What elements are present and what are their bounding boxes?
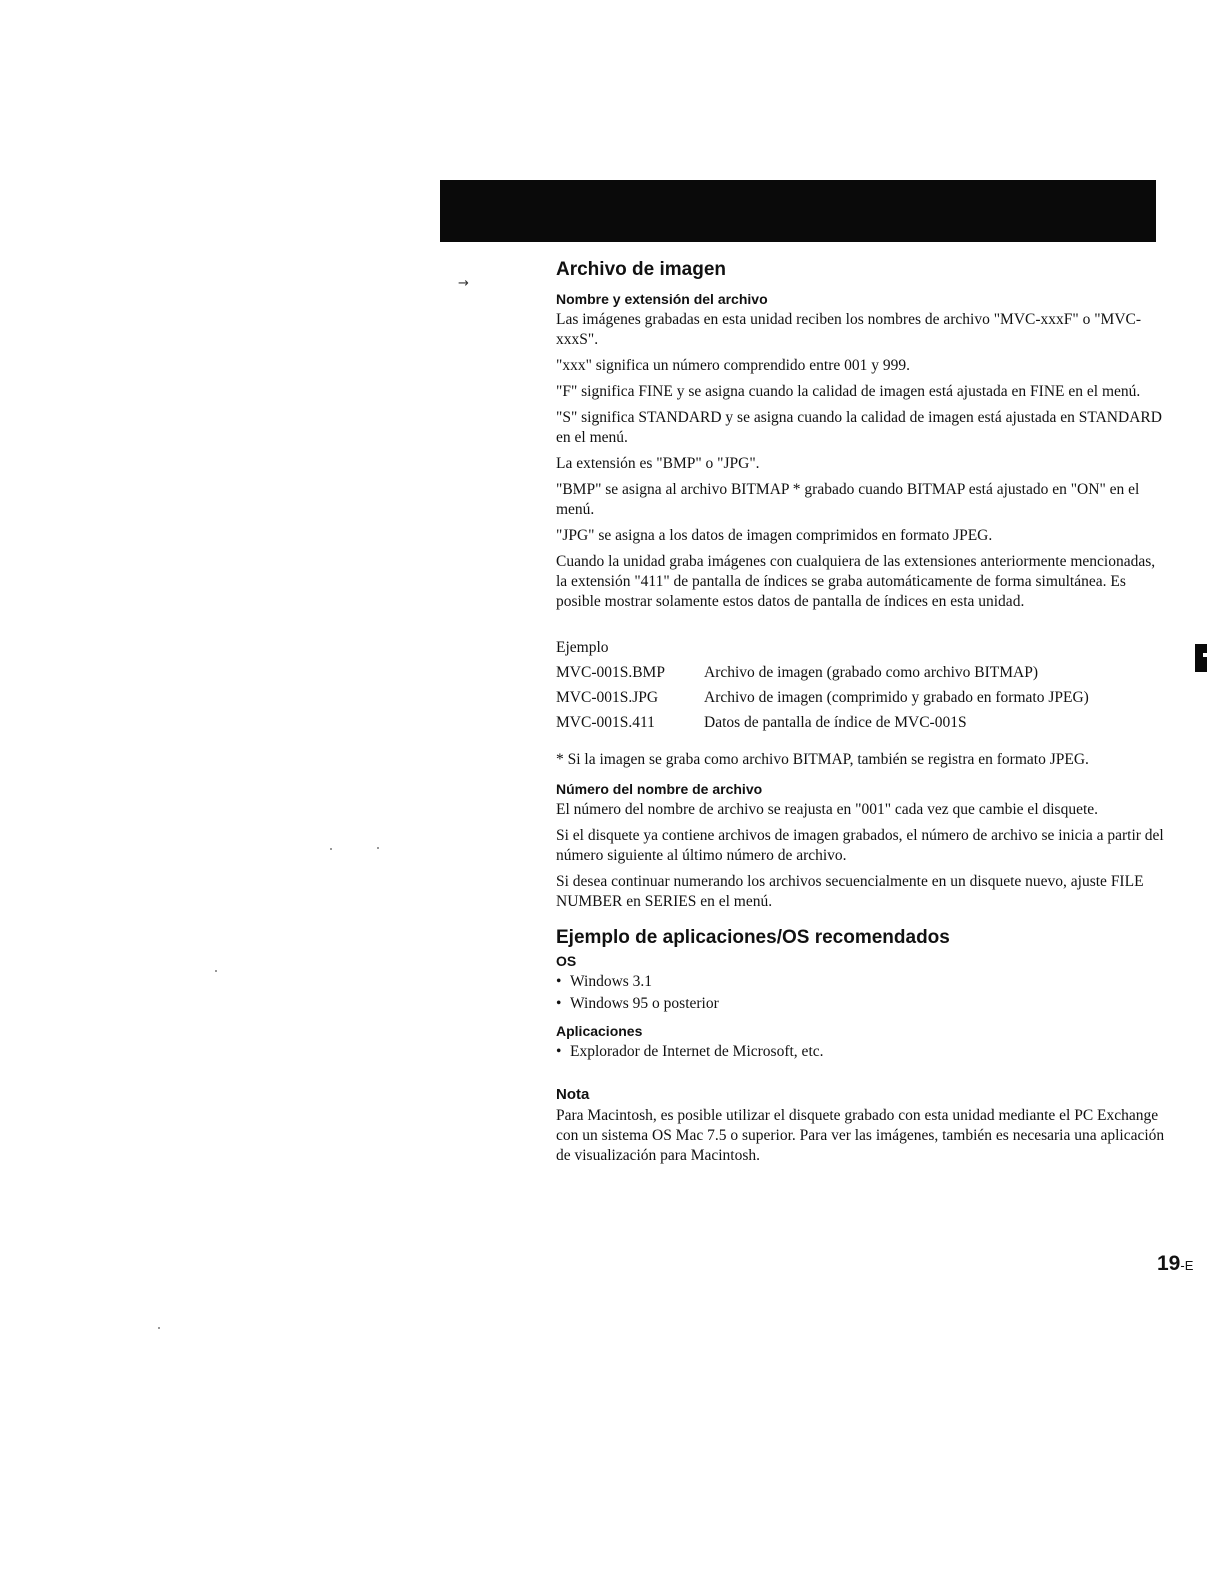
table-row <box>556 661 1089 686</box>
example-label: Ejemplo <box>556 639 609 656</box>
example-description: Archivo de imagen (grabado como archivo BITMAP) <box>704 664 1039 681</box>
paragraph: "JPG" se asigna a los datos de imagen comprimidos en formato JPEG. <box>556 527 993 544</box>
example-description: Datos de pantalla de índice de MVC-001S <box>704 714 967 731</box>
example-table <box>556 636 1089 736</box>
example-filename: MVC-001S.JPG <box>556 689 659 706</box>
paragraph: "xxx" significa un número comprendido entre 001 y 999. <box>556 357 911 374</box>
example-description: Archivo de imagen (comprimido y grabado en formato JPEG) <box>704 689 1089 706</box>
page-content <box>556 258 1166 1172</box>
footnote: * Si la imagen se graba como archivo BITMAP, también se registra en formato JPEG. <box>556 751 1089 768</box>
note-label: Nota <box>556 1086 590 1103</box>
subtitle-nombre-extension: Nombre y extensión del archivo <box>556 291 768 307</box>
paragraph: Cuando la unidad graba imágenes con cualquiera de las extensiones anteriormente mencionadas, la extensión "411" de pantalla de índices se graba automáticamente de forma simultánea. Es posible mostrar solamente estos datos de pantalla de índices en esta unidad. <box>556 553 1156 610</box>
scan-speck <box>330 848 332 850</box>
language-side-tab <box>1195 644 1207 672</box>
paragraph: La extensión es "BMP" o "JPG". <box>556 455 760 472</box>
table-row <box>556 686 1089 711</box>
paragraph: Si desea continuar numerando los archivos secuencialmente en un disquete nuevo, ajuste FILE NUMBER en SERIES en el menú. <box>556 873 1144 910</box>
table-row <box>556 711 1089 736</box>
example-filename: MVC-001S.BMP <box>556 664 665 681</box>
list-item: • Explorador de Internet de Microsoft, etc. <box>556 1042 1166 1062</box>
page-number-value: 19 <box>1157 1252 1181 1275</box>
header-black-bar <box>440 180 1156 242</box>
section-title-aplicaciones-os: Ejemplo de aplicaciones/OS recomendados <box>556 927 950 948</box>
scan-speck <box>377 847 379 849</box>
paragraph: Si el disquete ya contiene archivos de imagen grabados, el número de archivo se inicia a partir del número siguiente al último número de archivo. <box>556 827 1164 864</box>
subtitle-os: OS <box>556 953 577 969</box>
arrow-mark-icon: → <box>458 276 469 291</box>
os-list <box>556 972 1166 1014</box>
paragraph: Las imágenes grabadas en esta unidad reciben los nombres de archivo "MVC-xxxF" o "MVC-xxxS". <box>556 311 1142 348</box>
scan-speck <box>158 1327 160 1329</box>
list-item: • Windows 95 o posterior <box>556 994 1166 1014</box>
list-item: • Windows 3.1 <box>556 972 1166 992</box>
example-filename: MVC-001S.411 <box>556 714 655 731</box>
section-title-archivo: Archivo de imagen <box>556 259 726 280</box>
page-number <box>1157 1252 1193 1276</box>
page-number-suffix: -E <box>1180 1258 1194 1273</box>
subtitle-aplicaciones: Aplicaciones <box>556 1023 643 1039</box>
paragraph: "S" significa STANDARD y se asigna cuando la calidad de imagen está ajustada en STANDARD en el menú. <box>556 409 1162 446</box>
scan-speck <box>215 970 217 972</box>
subtitle-numero-nombre: Número del nombre de archivo <box>556 781 763 797</box>
paragraph: El número del nombre de archivo se reajusta en "001" cada vez que cambie el disquete. <box>556 801 1099 818</box>
paragraph: "BMP" se asigna al archivo BITMAP * grabado cuando BITMAP está ajustado en "ON" en el menú. <box>556 481 1140 518</box>
note-text: Para Macintosh, es posible utilizar el disquete grabado con esta unidad mediante el PC Exchange con un sistema OS Mac 7.5 o superior. Para ver las imágenes, también es necesaria una aplicación de visualización para Macintosh. <box>556 1107 1165 1164</box>
paragraph: "F" significa FINE y se asigna cuando la calidad de imagen está ajustada en FINE en el menú. <box>556 383 1141 400</box>
apps-list <box>556 1042 1166 1062</box>
